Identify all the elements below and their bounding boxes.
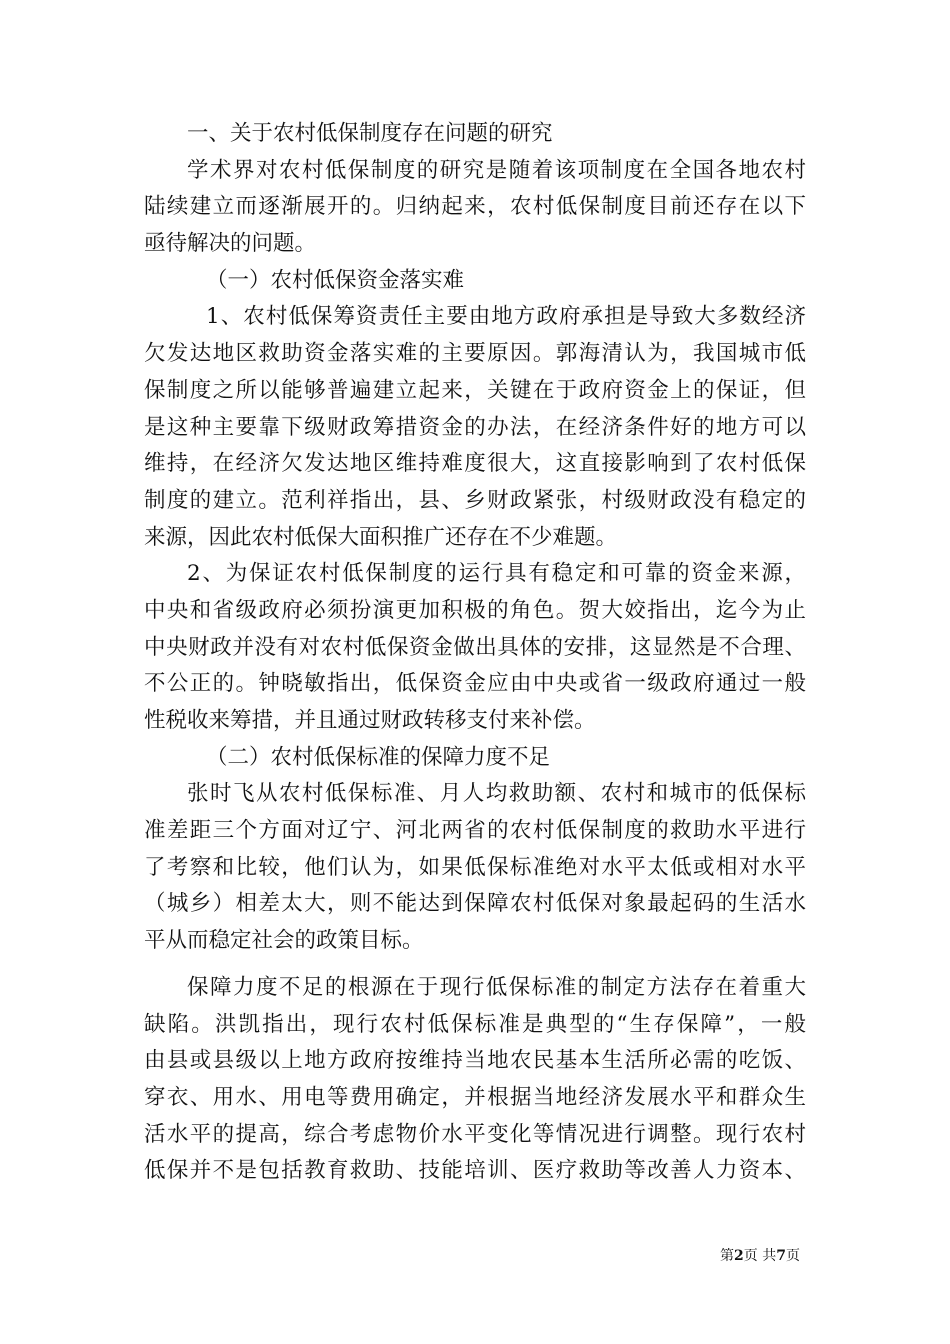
text-line: 亟待解决的问题。	[144, 231, 317, 257]
text-line: 缺陷。洪凯指出，现行农村低保标准是典型的“生存保障”，一般	[144, 1011, 806, 1037]
text-line: 平从而稳定社会的政策目标。	[144, 928, 424, 954]
text-line: 张时飞从农村低保标准、月人均救助额、农村和城市的低保标	[187, 781, 806, 807]
paragraph-gap	[144, 960, 806, 970]
text-line: 不公正的。钟晓敏指出，低保资金应由中央或省一级政府通过一般	[144, 671, 806, 697]
footer-middle: 页 共	[743, 1248, 777, 1264]
text-line: （城乡）相差太大，则不能达到保障农村低保对象最起码的生活水	[144, 891, 806, 917]
footer-suffix: 页	[785, 1248, 800, 1264]
text-line: （一）农村低保资金落实难	[206, 267, 465, 293]
text-line: 中央财政并没有对农村低保资金做出具体的安排，这显然是不合理、	[144, 634, 806, 660]
text-line: 了考察和比较，他们认为，如果低保标准绝对水平太低或相对水平	[144, 854, 806, 880]
text-line: （二）农村低保标准的保障力度不足	[206, 744, 551, 770]
text-line: 2、为保证农村低保制度的运行具有稳定和可靠的资金来源，	[187, 561, 806, 587]
text-line: 来源，因此农村低保大面积推广还存在不少难题。	[144, 524, 618, 550]
text-line: 准差距三个方面对辽宁、河北两省的农村低保制度的救助水平进行	[144, 818, 806, 844]
text-line: 欠发达地区救助资金落实难的主要原因。郭海清认为，我国城市低	[144, 341, 806, 367]
footer-total-pages: 7	[776, 1248, 786, 1264]
text-line: 保障力度不足的根源在于现行低保标准的制定方法存在着重大	[187, 974, 806, 1000]
text-line: 性税收来筹措，并且通过财政转移支付来补偿。	[144, 708, 596, 733]
text-line: 穿衣、用水、用电等费用确定，并根据当地经济发展水平和群众生	[144, 1084, 806, 1110]
text-line: 是这种主要靠下级财政筹措资金的办法，在经济条件好的地方可以	[144, 414, 806, 440]
footer-current-page: 2	[734, 1248, 744, 1264]
text-line: 1、农村低保筹资责任主要由地方政府承担是导致大多数经济	[206, 304, 806, 330]
text-line: 陆续建立而逐渐展开的。归纳起来，农村低保制度目前还存在以下	[144, 194, 806, 220]
text-line: 制度的建立。范利祥指出，县、乡财政紧张，村级财政没有稳定的	[144, 487, 806, 513]
text-line: 中央和省级政府必须扮演更加积极的角色。贺大姣指出，迄今为止	[144, 597, 806, 623]
footer-prefix: 第	[720, 1248, 734, 1264]
text-line: 保制度之所以能够普遍建立起来，关键在于政府资金上的保证，但	[144, 377, 806, 403]
text-line: 低保并不是包括教育救助、技能培训、医疗救助等改善人力资本、	[144, 1158, 806, 1184]
text-line: 维持，在经济欠发达地区维持难度很大，这直接影响到了农村低保	[144, 451, 806, 477]
text-line: 一、关于农村低保制度存在问题的研究	[187, 121, 553, 146]
text-line: 活水平的提高，综合考虑物价水平变化等情况进行调整。现行农村	[144, 1121, 806, 1147]
page-footer	[720, 1247, 800, 1265]
text-line: 由县或县级以上地方政府按维持当地农民基本生活所必需的吃饭、	[144, 1048, 806, 1074]
text-line: 学术界对农村低保制度的研究是随着该项制度在全国各地农村	[187, 157, 806, 183]
document-body	[144, 116, 806, 1190]
